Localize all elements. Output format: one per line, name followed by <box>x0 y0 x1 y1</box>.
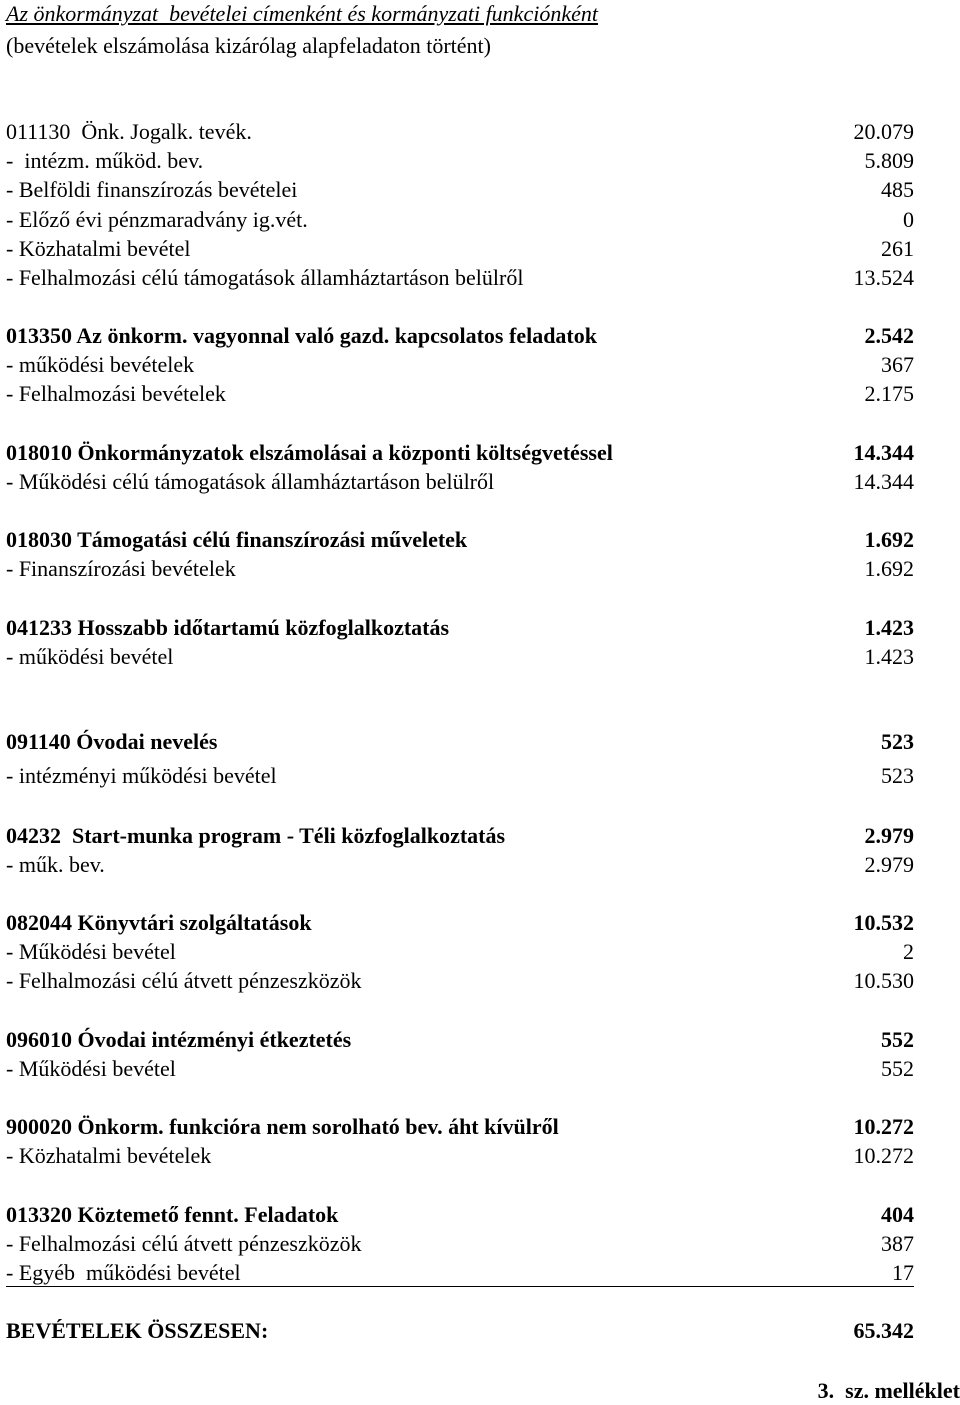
section-heading-row <box>6 439 914 467</box>
row-value: 14.344 <box>853 469 914 494</box>
row-label: - Közhatalmi bevétel <box>6 236 191 261</box>
row-label: 091140 Óvodai nevelés <box>6 729 218 754</box>
row-label: - Működési bevétel <box>6 1056 176 1081</box>
row-value: 5.809 <box>864 148 914 173</box>
row-value: 2.979 <box>864 823 914 848</box>
revenue-item-row <box>6 351 914 379</box>
revenue-item-row <box>6 118 914 146</box>
revenue-item-row <box>6 380 914 408</box>
section-heading-row <box>6 322 914 350</box>
revenue-item-row <box>6 1142 914 1170</box>
section-heading-row <box>6 1201 914 1229</box>
revenue-item-row <box>6 206 914 234</box>
row-label: - Működési célú támogatások államháztartáson belülről <box>6 469 495 494</box>
row-label: 082044 Könyvtári szolgáltatások <box>6 910 312 935</box>
revenue-item-row <box>6 1055 914 1083</box>
row-value: 13.524 <box>853 265 914 290</box>
revenue-item-row <box>6 851 914 879</box>
row-value: 2.175 <box>864 381 914 406</box>
row-value: 404 <box>881 1202 914 1227</box>
section-heading-row <box>6 1026 914 1054</box>
page-subtitle: (bevételek elszámolása kizárólag alapfeladaton történt) <box>6 33 491 58</box>
section-heading-row <box>6 614 914 642</box>
row-label: - működési bevételek <box>6 352 195 377</box>
section-heading-row <box>6 822 914 850</box>
row-label: - Egyéb működési bevétel <box>6 1260 241 1285</box>
revenue-item-row <box>6 1259 914 1287</box>
row-label: - Belföldi finanszírozás bevételei <box>6 177 298 202</box>
row-label: - működési bevétel <box>6 644 174 669</box>
row-value: 20.079 <box>853 119 914 144</box>
revenue-item-row <box>6 555 914 583</box>
row-value: 10.530 <box>853 968 914 993</box>
row-label: 018010 Önkormányzatok elszámolásai a központi költségvetéssel <box>6 440 613 465</box>
row-label: 096010 Óvodai intézményi étkeztetés <box>6 1027 352 1052</box>
row-value: 1.423 <box>864 644 914 669</box>
row-value: 261 <box>881 236 914 261</box>
row-label: - Közhatalmi bevételek <box>6 1143 212 1168</box>
revenue-item-row <box>6 1230 914 1258</box>
row-label: - Felhalmozási bevételek <box>6 381 226 406</box>
row-value: 1.692 <box>864 527 914 552</box>
page-title: Az önkormányzat bevételei címenként és kormányzati funkciónként <box>6 1 598 26</box>
revenue-item-row <box>6 468 914 496</box>
section-heading-row <box>6 728 914 756</box>
row-value: 10.532 <box>853 910 914 935</box>
annex-label: 3. sz. melléklet <box>817 1378 960 1403</box>
row-value: 65.342 <box>853 1318 914 1343</box>
row-value: 2.542 <box>864 323 914 348</box>
row-label: 018030 Támogatási célú finanszírozási műveletek <box>6 527 468 552</box>
row-value: 17 <box>892 1260 914 1285</box>
row-value: 523 <box>881 763 914 788</box>
revenue-item-row <box>6 938 914 966</box>
row-label: BEVÉTELEK ÖSSZESEN: <box>6 1318 269 1343</box>
revenue-item-row <box>6 762 914 790</box>
row-label: 013350 Az önkorm. vagyonnal való gazd. kapcsolatos feladatok <box>6 323 597 348</box>
section-heading-row <box>6 909 914 937</box>
revenue-item-row <box>6 643 914 671</box>
row-value: 367 <box>881 352 914 377</box>
row-label: 04232 Start-munka program - Téli közfoglalkoztatás <box>6 823 506 848</box>
row-label: - Előző évi pénzmaradvány ig.vét. <box>6 207 308 232</box>
row-label: 011130 Önk. Jogalk. tevék. <box>6 119 252 144</box>
row-label: - Felhalmozási célú átvett pénzeszközök <box>6 968 362 993</box>
row-value: 10.272 <box>853 1114 914 1139</box>
row-label: - Felhalmozási célú támogatások államháztartáson belülről <box>6 265 524 290</box>
row-label: - Felhalmozási célú átvett pénzeszközök <box>6 1231 362 1256</box>
row-label: - műk. bev. <box>6 852 105 877</box>
revenue-item-row <box>6 264 914 292</box>
row-value: 1.692 <box>864 556 914 581</box>
row-value: 1.423 <box>864 615 914 640</box>
row-label: 013320 Köztemető fennt. Feladatok <box>6 1202 339 1227</box>
row-value: 2 <box>903 939 914 964</box>
section-heading-row <box>6 526 914 554</box>
row-label: - Működési bevétel <box>6 939 176 964</box>
revenue-item-row <box>6 967 914 995</box>
section-heading-row <box>6 1317 914 1345</box>
row-value: 14.344 <box>853 440 914 465</box>
revenue-item-row <box>6 176 914 204</box>
row-label: - Finanszírozási bevételek <box>6 556 236 581</box>
row-label: - intézm. működ. bev. <box>6 148 204 173</box>
row-label: - intézményi működési bevétel <box>6 763 277 788</box>
revenue-item-row <box>6 147 914 175</box>
row-value: 552 <box>881 1056 914 1081</box>
row-value: 552 <box>881 1027 914 1052</box>
row-value: 485 <box>881 177 914 202</box>
row-value: 387 <box>881 1231 914 1256</box>
row-value: 523 <box>881 729 914 754</box>
row-label: 900020 Önkorm. funkcióra nem sorolható bev. áht kívülről <box>6 1114 559 1139</box>
row-value: 0 <box>903 207 914 232</box>
section-heading-row <box>6 1113 914 1141</box>
revenue-item-row <box>6 235 914 263</box>
row-value: 2.979 <box>864 852 914 877</box>
row-value: 10.272 <box>853 1143 914 1168</box>
row-label: 041233 Hosszabb időtartamú közfoglalkoztatás <box>6 615 450 640</box>
